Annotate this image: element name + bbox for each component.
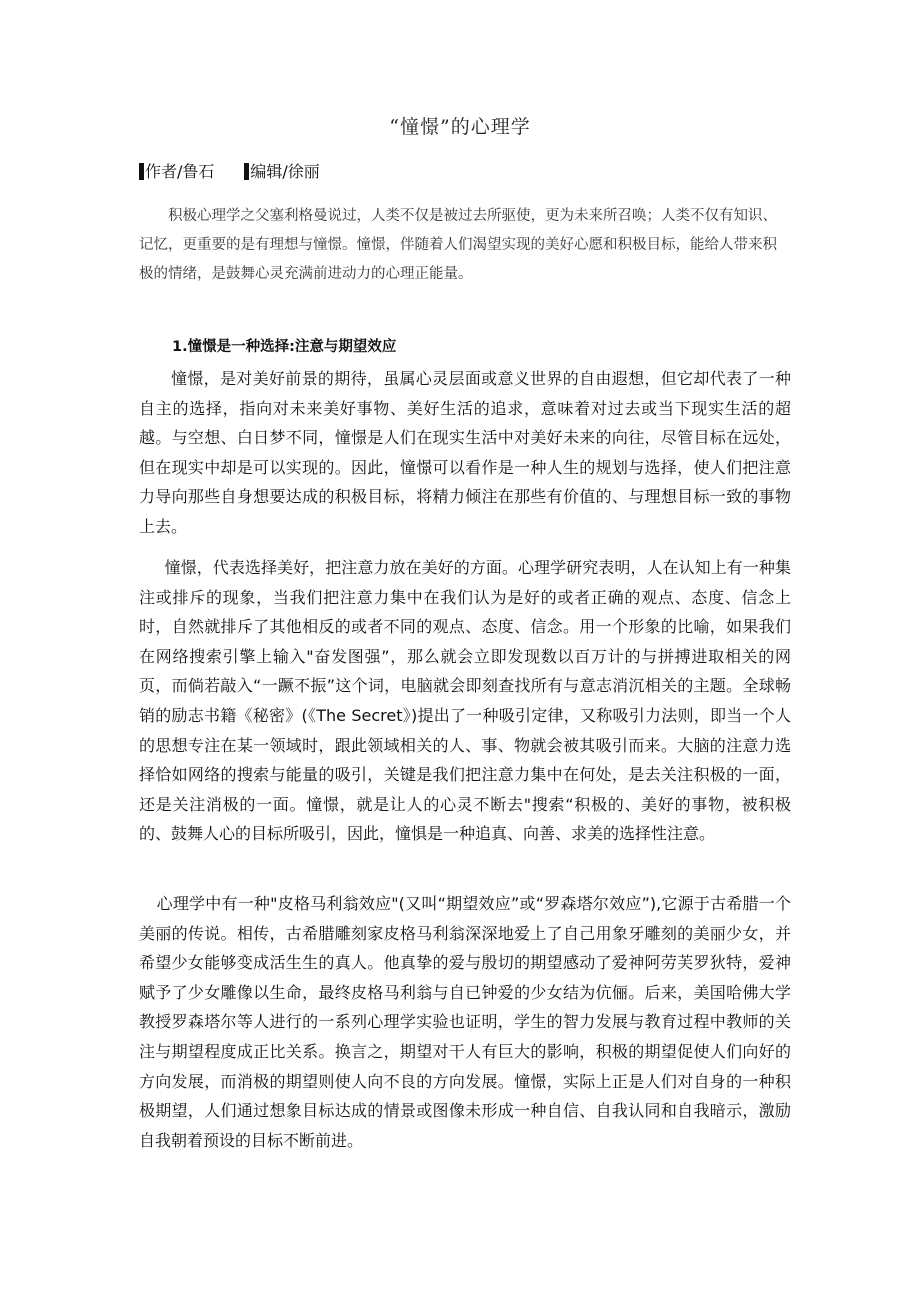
section-heading: 1.憧憬是一种选择:注意与期望效应: [172, 339, 397, 355]
author-credit: 作者/鲁石: [145, 162, 215, 181]
editor-marker: [244, 163, 249, 180]
byline: [139, 159, 320, 182]
article-title: “憧憬”的心理学: [389, 116, 531, 138]
editor-credit: 编辑/徐丽: [250, 162, 320, 181]
intro-paragraph: 积极心理学之父塞利格曼说过，人类不仅是被过去所驱使，更为未来所召唤；人类不仅有知识、记忆，更重要的是有理想与憧憬。憧憬，伴随着人们渴望实现的美好心愿和积极目标，能给人带来积极的情绪，是鼓舞心灵充满前进动力的心理正能量。: [139, 208, 777, 282]
author-marker: [139, 163, 144, 180]
body-paragraph-2: 憧憬，代表选择美好，把注意力放在美好的方面。心理学研究表明，人在认知上有一种集注或排斥的现象，当我们把注意力集中在我们认为是好的或者正确的观点、态度、信念上时，自然就排斥了其他相反的或者不同的观点、态度、信念。用一个形象的比喻，如果我们在网络搜索引擎上输入"奋发图强”，那么就会立即发现数以百万计的与拼搏进取相关的网页，而倘若敲入“一蹶不振”这个词，电脑就会即刻查找所有与意志消沉相关的主题。全球畅销的励志书籍《秘密》(《The Secret》)提出了一种吸引定律，又称吸引力法则，即当一个人的思想专注在某一领域时，跟此领域相关的人、事、物就会被其吸引而来。大脑的注意力选择恰如网络的搜索与能量的吸引，关键是我们把注意力集中在何处，是去关注积极的一面，还是关注消极的一面。憧憬，就是让人的心灵不断去"搜索“积极的、美好的事物，被积极的、鼓舞人心的目标所吸引，因此，憧惧是一种追真、向善、求美的选择性注意。: [139, 558, 791, 844]
body-paragraph-3: 心理学中有一种"皮格马利翁效应"(又叫“期望效应”或“罗森塔尔效应”),它源于古希腊一个美丽的传说。相传，古希腊雕刻家皮格马利翁深深地爱上了自己用象牙雕刻的美丽少女，并希望少女能够变成活生生的真人。他真挚的爱与殷切的期望感动了爱神阿劳芙罗狄特，爱神赋予了少女雕像以生命，最终皮格马利翁与自已钟爱的少女结为伉俪。后来，美国哈佛大学教授罗森塔尔等人进行的一系列心理学实验也证明，学生的智力发展与教育过程中教师的关注与期望程度成正比关系。换言之，期望对干人有巨大的影响，积极的期望促使人们向好的方向发展，而消极的期望则使人向不良的方向发展。憧憬，实际上正是人们对自身的一种积极期望，人们通过想象目标达成的情景或图像未形成一种自信、自我认同和自我暗示，激励自我朝着预设的目标不断前进。: [139, 894, 791, 1150]
body-paragraph-1: 憧憬，是对美好前景的期待，虽属心灵层面或意义世界的自由遐想，但它却代表了一种自主的选择，指向对未来美好事物、美好生活的追求，意味着对过去或当下现实生活的超越。与空想、白日梦不同，憧憬是人们在现实生活中对美好未来的向往，尽管目标在远处，但在现实中却是可以实现的。因此，憧憬可以看作是一种人生的规划与选择，使人们把注意力导向那些自身想要达成的积极目标，将精力倾注在那些有价值的、与理想目标一致的事物上去。: [139, 369, 791, 536]
